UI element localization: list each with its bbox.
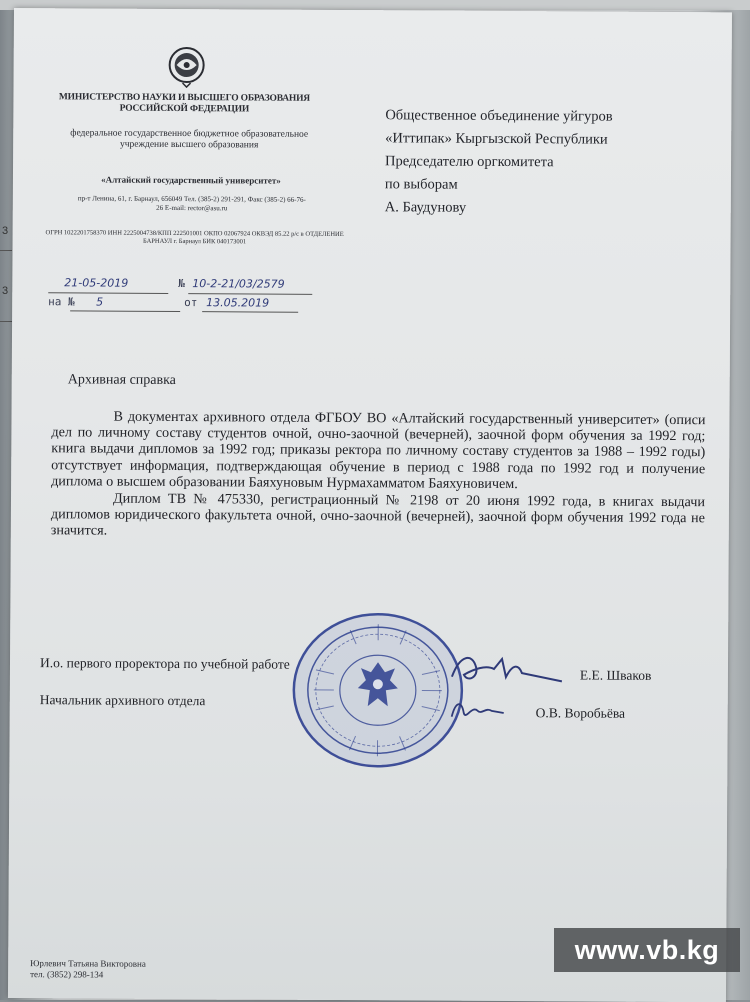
executor-phone: тел. (3852) 298-134 [30,969,146,981]
executor-name: Юрлевич Татьяна Викторовна [30,958,146,970]
official-stamp-icon [289,610,468,771]
body-paragraph: Диплом ТВ № 475330, регистрационный № 2198 от 20 июня 1992 года, в книгах выдачи дипломов юридического факультета очной, очно-заочной (вечерней), заочной форм обучения 1992 года не значится. [51,490,705,543]
date-underline [48,292,168,294]
body-paragraph: В документах архивного отдела ФГБОУ ВО «Алтайский государственный университет» (описи дел по личному составу студентов очной, очно-заочной (вечерней), заочной форм обучения за 1992 год; книга выдачи дипломов за 1992 год; приказы ректора по личному составу студентов за 1988 – 1992 годы) отсутствует информация, подтверждающая обучение в период с 1988 года по 1992 год и получение диплома о высшем образовании Баяхуновым Нурмахамматом Баяхуновичем. [51,408,705,493]
reference-date: 13.05.2019 [206,296,269,309]
signature-2-icon [448,695,508,723]
letterhead-federal-institution: федеральное государственное бюджетное образовательное учреждение высшего образования [49,128,329,152]
executor-footer [30,958,146,981]
addressee-line: «Иттипак» Кыргызской Республики [385,127,705,152]
outgoing-number-prefix: № [178,277,185,290]
document-title: Архивная справка [68,372,176,389]
addressee-line: А. Баудунову [385,196,705,221]
letterhead-address: пр-т Ленина, 61, г. Барнаул, 656049 Тел. (385-2) 291-291, Факс (385-2) 66-76-26 E-mail: rector@asu.ru [77,194,307,213]
university-logo-icon [165,45,209,89]
addressee-line: Общественное объединение уйгуров [385,104,705,129]
number-underline [188,293,312,295]
reference-date-prefix: от [184,296,197,309]
letterhead-ministry: МИНИСТЕРСТВО НАУКИ И ВЫСШЕГО ОБРАЗОВАНИЯ РОССИЙСКОЙ ФЕДЕРАЦИИ [25,92,343,116]
addressee-block [385,104,706,221]
reference-prefix: на № [48,295,75,308]
addressee-line: по выборам [385,173,705,198]
site-watermark: www.vb.kg [554,928,740,972]
addressee-line: Председателю оргкомитета [385,150,705,175]
outgoing-date: 21-05-2019 [64,276,128,289]
reference-number: 5 [96,296,103,309]
document-body [51,408,706,543]
letterhead-codes: ОГРН 1022201758370 ИНН 2225004738/КПП 222501001 ОКПО 02067924 ОКВЭД 85.22 р/с в ОТДЕЛЕНИЕ БАРНАУЛ г. Барнаул БИК 040173001 [45,229,345,247]
document-page [8,8,732,1002]
left-edge-fragment: 3 3 [0,250,12,322]
signature-1-icon [446,647,566,692]
signatory-name-2: О.В. Воробьёва [536,705,625,722]
reference-date-underline [202,311,298,313]
letterhead-university-name: «Алтайский государственный университет» [41,174,341,187]
signatory-name-1: Е.Е. Шваков [580,667,652,683]
signatory-role-1: И.о. первого проректора по учебной работе [40,655,290,673]
outgoing-number: 10-2-21/03/2579 [192,277,284,291]
reference-underline [70,310,180,312]
signatory-role-2: Начальник архивного отдела [40,692,206,709]
